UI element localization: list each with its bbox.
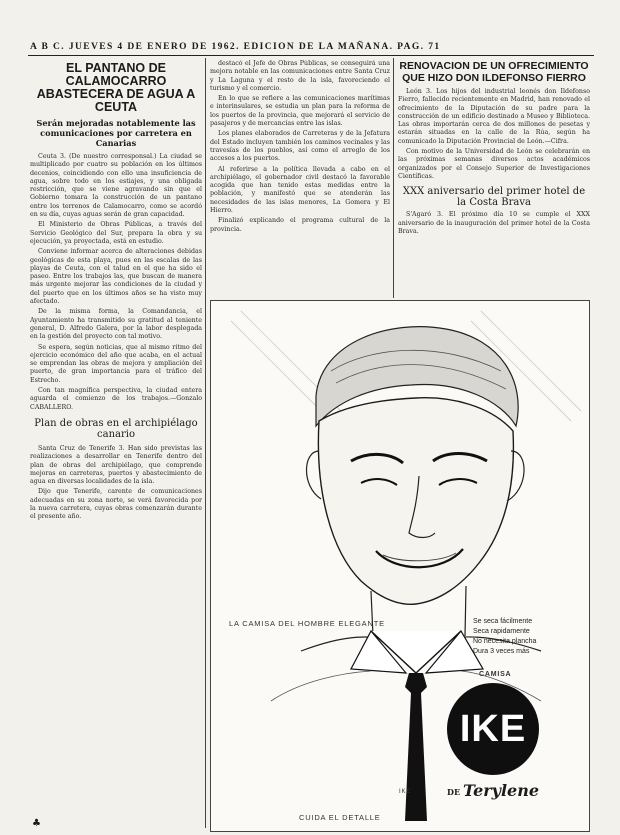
article-paragraph: Los planes elaborados de Carreteras y de la Jefatura del Estado incluyen también los caminos vecinales y las travesías de los pueblos, así como el arreglo de los accesos a los puertos.	[210, 130, 390, 163]
ad-slogan-elegante: LA CAMISA DEL HOMBRE ELEGANTE	[229, 619, 385, 628]
article-paragraph: Se espera, según noticias, que al mismo ritmo del ejercicio económico del año que acaba, en el actual se emprendan las obras de mejora y ampliación del puerto, de gran importancia para el tráfico del Estrecho.	[30, 343, 202, 384]
ad-feature-line: Seca rapidamente	[473, 628, 530, 635]
ad-feature-line: No necesita plancha	[473, 638, 537, 645]
article-paragraph: Santa Cruz de Tenerife 3. Han sido previstas las realizaciones a desarrollar en Tenerife dentro del plan de obras del archipiélago, que comprende mejoras en carreteras, puertos y abastecimiento de agua en diversas localidades de la isla.	[30, 444, 202, 486]
brand-prefix: DE	[447, 787, 461, 797]
ad-slogan-detalle: CUIDA EL DETALLE	[299, 813, 381, 822]
headline-ofrecimiento: RENOVACION DE UN OFRECIMIENTO QUE HIZO DON ILDEFONSO FIERRO	[399, 60, 589, 84]
page-header: A B C. JUEVES 4 DE ENERO DE 1962. EDICION DE LA MAÑANA. PAG. 71	[30, 42, 441, 52]
footer-mark: ♣	[32, 818, 41, 829]
headline-plan-obras: Plan de obras en el archipiélago canario	[34, 417, 198, 440]
article-paragraph: En lo que se refiere a las comunicaciones marítimas e interinsulares, se estudia un plan para la reforma de los puertos de la provincia, que mejorará el servicio de pasajeros y de mercancías entre las islas.	[210, 95, 390, 128]
article-paragraph: Al referirse a la política llevada a cabo en el archipiélago, el gobernador civil destacó la favorable acogida que han tenido estas medidas entre la población, y manifestó que se atenderán las necesidades de las islas menores, La Gomera y El Hierro.	[210, 165, 390, 215]
headline-aniversario: XXX aniversario del primer hotel de la Costa Brava	[402, 186, 586, 209]
article-paragraph: destacó el Jefe de Obras Públicas, se conseguirá una mejora notable en las comunicaciones entre Santa Cruz y La Laguna y el resto de la isla, favoreciendo el turismo y el comercio.	[210, 60, 390, 92]
header-rule	[28, 55, 594, 56]
ike-logo: IKE	[447, 683, 539, 775]
brand-name: Terylene	[463, 781, 540, 800]
shirt-advertisement	[210, 300, 590, 832]
ad-feature-line: Se seca fácilmente	[473, 618, 533, 625]
article-paragraph: S'Agaró 3. El próximo día 10 se cumple el XXX aniversario de la inauguración del primer hotel de la Costa Brava.	[398, 211, 590, 235]
article-paragraph: León 3. Los hijos del industrial leonés don Ildefonso Fierro, fallecido recientemente en Madrid, han renovado el ofrecimiento de la Diputación de su padre para la construcción de un edificio destinado a Museo y Biblioteca. Las obras importarán cerca de dos millones de pesetas y estarán situadas en la calle de la Rúa, según ha comunicado la Diputación Provincial de León.—Cifra.	[398, 88, 590, 145]
column-middle	[210, 60, 390, 295]
subhead-canarias: Serán mejoradas notablemente las comunicaciones por carretera en Canarias	[36, 118, 196, 148]
article-paragraph: Ceuta 3. (De nuestro corresponsal.) La ciudad se multiplicado por cuatro su población en los últimos decenios, coincidiendo con ello una insuficiencia de agua, sobre todo en los estiajes, y una obligada restricción, que se viene agravando sin que el Gobierno tomara la construcción de un pantano entre los terrenos de Calamocarro, como se acordó en su día, cuyas aguas serán de gran capacidad.	[30, 153, 202, 219]
column-divider	[393, 58, 394, 298]
article-paragraph: Conviene informar acerca de alteraciones debidas geológicas de esta playa, pues en las escalas de las playas de Ceuta, con el talud en el que ha sido el paseo. Entre los trabajos las, que buscan de manera más urgente mejorar las condiciones de la ciudad y del puerto que en los últimos años se ha visto muy afectado.	[30, 248, 202, 306]
ad-feature-line: Dura 3 veces más	[473, 648, 530, 655]
article-paragraph: Dijo que Tenerife, carente de comunicaciones adecuadas en su zona norte, se verá favorecida por la nueva carretera, cuyas obras comenzarán durante el presente año.	[30, 488, 202, 521]
article-paragraph: Con motivo de la Universidad de León se celebrarán en las próximas semanas diversos actos académicos organizados por el Consejo Superior de Investigaciones Científicas.	[398, 148, 590, 180]
artist-signature: IKE	[399, 789, 412, 795]
column-divider	[205, 58, 206, 828]
ad-camisa-label: CAMISA	[479, 671, 512, 678]
article-paragraph: El Ministerio de Obras Públicas, a través del Servicio Geológico del Sur, prepara la obra y su ejecución, ya proyectada, está en estudio.	[30, 221, 202, 245]
article-paragraph: De la misma forma, la Comandancia, el Ayuntamiento ha transmitido su gratitud al teniente general, D. Alfredo Galera, por la labor desplegada en la gestión del proyecto con tal motivo.	[30, 308, 202, 341]
column-right	[398, 60, 590, 295]
article-paragraph: Finalizó explicando el programa cultural de la provincia.	[210, 217, 390, 233]
article-paragraph: Con tan magnífica perspectiva, la ciudad entera aguarda el comienzo de los trabajos.—Gonzalo CABALLERO.	[30, 387, 202, 411]
headline-pantano: EL PANTANO DE CALAMOCARRO ABASTECERA DE AGUA A CEUTA	[36, 61, 196, 114]
column-left	[30, 60, 202, 830]
ad-feature-list	[473, 617, 583, 657]
